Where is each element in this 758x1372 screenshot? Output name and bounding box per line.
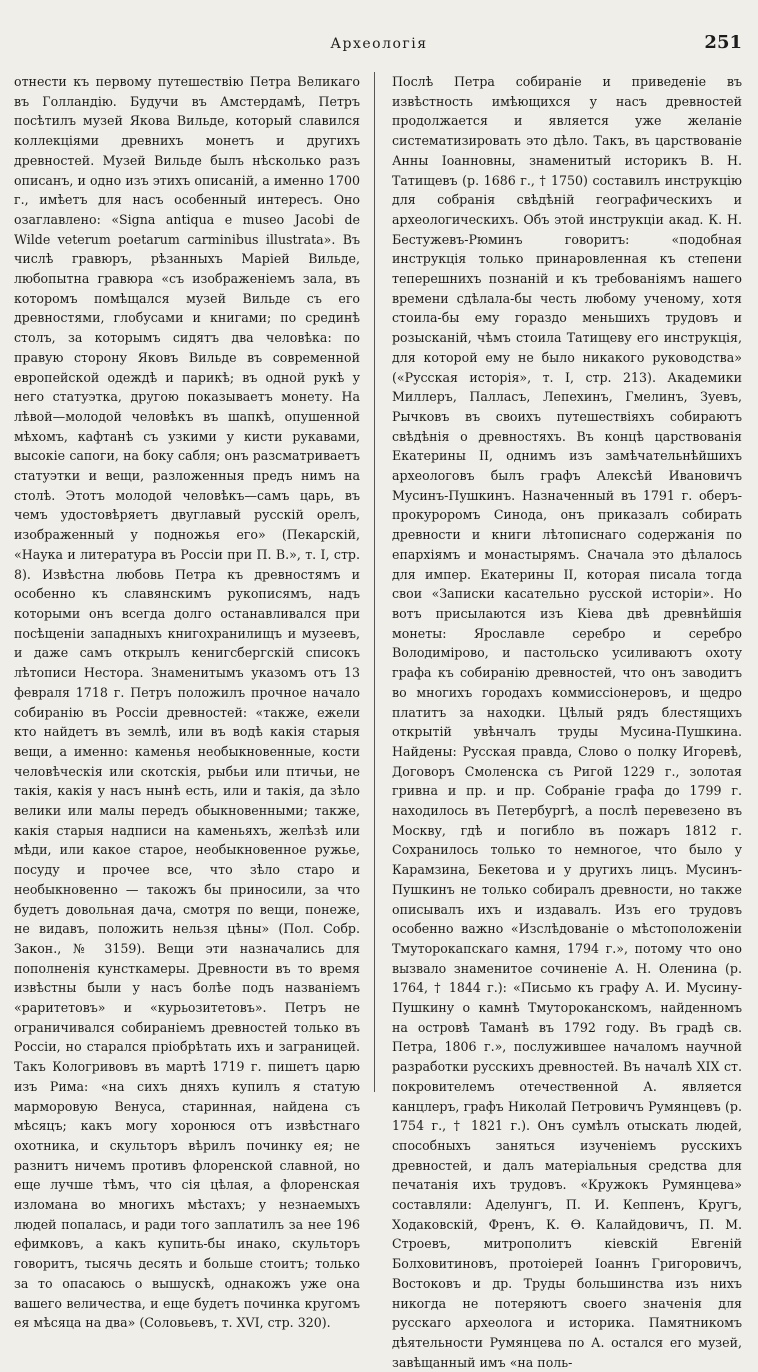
page-number: 251	[704, 32, 742, 53]
right-column-text: Послѣ Петра собираніе и приведеніе въ извѣстность имѣющихся у насъ древностей продолжается и является уже желаніе систематизировать это дѣло. Такъ, въ царствованіе Анны Іоанновны, знаменитый историкъ В. Н. Татищевъ (р. 1686 г., † 1750) составилъ инструкцію для собранія свѣдѣній географическихъ и археологическихъ. Объ этой инструкціи акад. К. Н. Бестужевъ-Рюминъ говоритъ: «подобная инструкція только принаровленная къ степени теперешнихъ познаній и къ требованіямъ нашего времени сдѣлала-бы честь любому ученому, хотя стоила-бы ему гораздо меньшихъ трудовъ и розысканій, чѣмъ стоила Татищеву его инструкція, для которой ему не было никакого руководства» («Русская исторія», т. I, стр. 213). Академики Миллеръ, Палласъ, Лепехинъ, Гмелинъ, Зуевъ, Рычковъ въ своихъ путешествіяхъ собираютъ свѣдѣнія о древностяхъ. Въ концѣ царствованія Екатерины II, однимъ изъ замѣчательнѣйшихъ археологовъ былъ графъ Алексѣй Ивановичъ Мусинъ-Пушкинъ. Назначенный въ 1791 г. оберъ-прокуроромъ Синода, онъ приказалъ собирать древности и книги лѣтописнаго содержанія по епархіямъ и монастырямъ. Сначала это дѣлалось для импер. Екатерины II, которая писала тогда свои «Записки касательно русской исторіи». Но вотъ присылаются изъ Кіева двѣ древнѣйшія монеты: Ярославле серебро и серебро Володимірово, и пастольско усиливаютъ охоту графа къ собиранію древностей, что онъ заводитъ во многихъ городахъ коммиссіонеровъ, и щедро платитъ за находки. Цѣлый рядъ блестящихъ открытій увѣнчалъ труды Мусина-Пушкина. Найдены: Русская правда, Слово о полку Игоревѣ, Договоръ Смоленска съ Ригой 1229 г., золотая гривна и пр. и пр. Собраніе графа до 1799 г. находилось въ Петербургѣ, а послѣ перевезено въ Москву, гдѣ и погибло въ пожаръ 1812 г. Сохранилось только то немногое, что было у Карамзина, Бекетова и у другихъ лицъ. Мусинъ-Пушкинъ не только собиралъ древности, но также описывалъ ихъ и издавалъ. Изъ его трудовъ особенно важно «Изслѣдованіе о мѣстоположеніи Тмуторокапскаго камня, 1794 г.», потому что оно вызвало знаменитое сочиненіе А. Н. Оленина (р. 1764, † 1844 г.): «Письмо къ графу А. И. Мусину-Пушкину о камнѣ Тмутороканскомъ, найденномъ на островѣ Таманѣ въ 1792 году. Въ градѣ св. Петра, 1806 г.», послужившее началомъ научной разработки русскихъ древностей. Въ началѣ XIX ст. покровителемъ отечественной А. является канцлеръ, графъ Николай Петровичъ Румянцевъ (р. 1754 г., † 1821 г.). Онъ сумѣлъ отыскать людей, способныхъ заняться изученіемъ русскихъ древностей, и далъ матеріальныя средства для печатанія ихъ трудовъ. «Кружокъ Румянцева» составляли: Аделунгъ, П. И. Кеппенъ, Кругъ, Ходаковскій, Френъ, К. Ѳ. Калайдовичъ, П. М. Строевъ, митрополитъ кіевскій Евгеній Болховитиновъ, протоіерей Іоаннъ Григоровичъ, Востоковъ и др. Труды большинства изъ нихъ никогда не потеряютъ своего значенія для русскаго археолога и историка. Памятникомъ дѣятельности Румянцева по А. остался его музей, завѣщанный имъ «на поль-	[392, 74, 742, 1370]
running-head: Археологія	[330, 36, 428, 52]
left-column	[14, 72, 360, 1331]
column-divider	[374, 72, 375, 1092]
page-header	[0, 28, 758, 56]
left-column-text: отнести къ первому путешествію Петра Великаго въ Голландію. Будучи въ Амстердамѣ, Петръ посѣтилъ музей Якова Вильде, который славился коллекціями древнихъ монетъ и другихъ древностей. Музей Вильде былъ нѣсколько разъ описанъ, и одно изъ этихъ описаній, а именно 1700 г., имѣетъ для насъ особенный интересъ. Оно озаглавлено: «Signa antiqua e museo Jacobi de Wilde veterum poetarum carminibus illustrata». Въ числѣ гравюръ, рѣзанныхъ Маріей Вильде, любопытна гравюра «съ изображеніемъ зала, въ которомъ помѣщался музей Вильде съ его древностями, глобусами и книгами; по срединѣ столъ, за которымъ сидятъ два человѣка: по правую сторону Яковъ Вильде въ современной европейской одеждѣ и парикѣ; въ одной рукѣ у него статуэтка, другою показываетъ монету. На лѣвой—молодой человѣкъ въ шапкѣ, опушенной мѣхомъ, кафтанѣ съ узкими у кисти рукавами, высокіе сапоги, на боку сабля; онъ разсматриваетъ статуэтки и вещи, разложенныя предъ нимъ на столѣ. Этотъ молодой человѣкъ—самъ царь, въ чемъ удостовѣряетъ двуглавый русскій орелъ, изображенный у подножья его» (Пекарскій, «Наука и литература въ Россіи при П. В.», т. I, стр. 8). Извѣстна любовь Петра къ древностямъ и особенно къ славянскимъ рукописямъ, надъ которыми онъ всегда долго останавливался при посѣщеніи западныхъ книгохранилищъ и музеевъ, и даже самъ открылъ кенигсбергскій списокъ лѣтописи Нестора. Знаменитымъ указомъ отъ 13 февраля 1718 г. Петръ положилъ прочное начало собиранію въ Россіи древностей: «также, ежели кто найдетъ въ землѣ, или въ водѣ какія старыя вещи, а именно: каменья необыкновенные, кости человѣческія или скотскія, рыбьи или птичьи, не такія, какія у насъ нынѣ есть, или и такія, да зѣло велики или малы передъ обыкновенными; также, какія старыя надписи на каменьяхъ, желѣзѣ или мѣди, или какое старое, необыкновенное ружье, посуду и прочее все, что зѣло старо и необыкновенно — такожъ бы приносили, за что будетъ довольная дача, смотря по вещи, понеже, не видавъ, положить нельзя цѣны» (Пол. Собр. Закон., № 3159). Вещи эти назначались для пополненія кунсткамеры. Древности въ то время извѣстны были у насъ болѣе подъ названіемъ «раритетовъ» и «курьозитетовъ». Петръ не ограничивался собираніемъ древностей только въ Россіи, но старался пріобрѣтать ихъ и заграницей. Такъ Кологривовъ въ мартѣ 1719 г. пишетъ царю изъ Рима: «на сихъ дняхъ купилъ я статую марморовую Венуса, старинная, найдена съ мѣсяцъ; какъ могу хоронюся отъ извѣстнаго охотника, и скульторъ вѣрилъ починку ея; не разнитъ ничемъ противъ флоренской славной, но еще лучше тѣмъ, что сія цѣлая, а флоренская изломана во многихъ мѣстахъ; у незнаемыхъ людей попалась, и ради того заплатилъ за нее 196 ефимковъ, а какъ купить-бы инако, скульторъ говоритъ, тысячь десять и больше стоитъ; только за то опасаюсь о вышускѣ, однакожъ уже она вашего величества, и еще будетъ починка кругомъ ея мѣсяца на два» (Соловьевъ, т. XVI, стр. 320).	[14, 74, 360, 1331]
right-column	[392, 72, 742, 1370]
